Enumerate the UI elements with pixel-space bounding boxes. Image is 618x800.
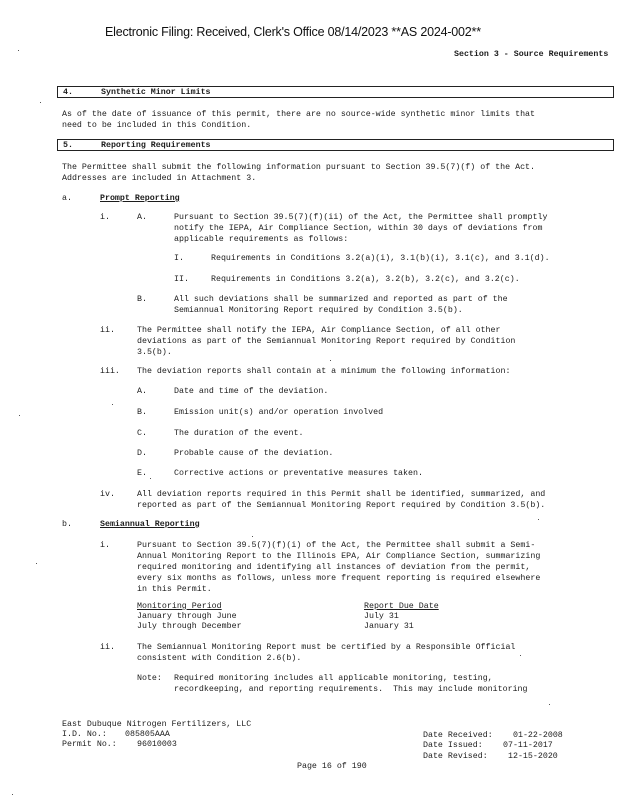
text-line: recordkeeping, and reporting requirements. This may include monitoring [174, 685, 528, 694]
section-5-number: 5. [63, 141, 73, 150]
footer-company: East Dubuque Nitrogen Fertilizers, LLC [62, 720, 252, 729]
a-iii-item-label: A. [137, 387, 147, 396]
a-iii-intro: The deviation reports shall contain at a minimum the following information: [137, 367, 511, 376]
text-line: required monitoring and identifying all instances of deviation from the permit, [137, 563, 531, 572]
section-4-body [62, 109, 535, 131]
text-line: Semiannual Monitoring Report required by Condition 3.5(b). [174, 306, 463, 315]
footer-revised-value: 12-15-2020 [508, 752, 558, 761]
scan-speck [18, 50, 19, 51]
page-number: Page 16 of 190 [297, 762, 367, 771]
a-i-B-label: B. [137, 295, 147, 304]
running-header: Section 3 - Source Requirements [454, 50, 609, 59]
a-i-B-text [174, 294, 508, 316]
a-i-A-I-text: Requirements in Conditions 3.2(a)(i), 3.1(b)(i), 3.1(c), and 3.1(d). [211, 254, 550, 263]
a-ii-text [137, 325, 515, 358]
a-ii-number: ii. [100, 326, 115, 335]
a-iii-item-text: Date and time of the deviation. [174, 387, 329, 396]
a-i-A-text [174, 212, 547, 245]
footer-issued-value: 07-11-2017 [503, 741, 553, 750]
footer-issued-label: Date Issued: [423, 741, 483, 750]
b-ii-text [137, 642, 515, 664]
a-iii-item-label: D. [137, 449, 147, 458]
text-line: The Permittee shall notify the IEPA, Air Compliance Section, of all other [137, 326, 501, 335]
section-4-title: Synthetic Minor Limits [101, 88, 211, 97]
scan-speck [549, 704, 550, 705]
b-ii-note-text [174, 673, 528, 695]
table-cell: July through December [137, 622, 242, 631]
table-cell: January 31 [364, 622, 414, 631]
section-5-body [62, 162, 535, 184]
b-ii-number: ii. [100, 643, 115, 652]
text-line: Pursuant to Section 39.5(7)(f)(i) of the Act, the Permittee shall submit a Semi- [137, 541, 536, 550]
scan-speck [112, 404, 113, 405]
scan-speck [252, 536, 253, 537]
b-i-number: i. [100, 541, 110, 550]
text-line: Annual Monitoring Report to the Illinois EPA, Air Compliance Section, summarizing [137, 552, 541, 561]
text-line: All deviation reports required in this Permit shall be identified, summarized, and [137, 490, 546, 499]
scan-speck [36, 563, 37, 564]
a-iii-number: iii. [100, 367, 120, 376]
text-line: The Semiannual Monitoring Report must be certified by a Responsible Official [137, 643, 516, 652]
scan-speck [40, 102, 41, 103]
text-line: Required monitoring includes all applicable monitoring, testing, [174, 674, 493, 683]
a-iii-item-label: B. [137, 408, 147, 417]
a-i-number: i. [100, 213, 110, 222]
text-line: Pursuant to Section 39.5(7)(f)(ii) of the Act, the Permittee shall promptly [174, 213, 548, 222]
text-line: deviations as part of the Semiannual Monitoring Report required by Condition [137, 337, 516, 346]
section-4-line: need to be included in this Condition. [62, 121, 252, 130]
scan-speck [538, 519, 539, 520]
footer-permit-label: Permit No.: [62, 740, 117, 749]
a-i-A-II-text: Requirements in Conditions 3.2(a), 3.2(b), 3.2(c), and 3.2(c). [211, 275, 520, 284]
subsection-b-heading: Semiannual Reporting [100, 520, 200, 529]
footer-id-label: I.D. No.: [62, 730, 107, 739]
footer-permit-value: 96010003 [137, 740, 177, 749]
footer-received-label: Date Received: [423, 731, 493, 740]
subsection-a-heading: Prompt Reporting [100, 194, 180, 203]
footer-received-value: 01-22-2008 [513, 731, 563, 740]
table-header-report-due-date: Report Due Date [364, 602, 439, 611]
subsection-b-label: b. [62, 520, 72, 529]
a-i-A-I-label: I. [174, 254, 184, 263]
table-cell: July 31 [364, 612, 399, 621]
scan-speck [520, 655, 521, 656]
scan-speck [12, 794, 13, 795]
section-4-line: As of the date of issuance of this permit, there are no source-wide synthetic minor limits that [62, 110, 535, 119]
subsection-a-label: a. [62, 194, 72, 203]
a-iv-text [137, 489, 545, 511]
scan-speck [19, 415, 20, 416]
section-4-header [57, 86, 614, 98]
text-line: reported as part of the Semiannual Monitoring Report required by Condition 3.5(b). [137, 501, 546, 510]
table-cell: January through June [137, 612, 237, 621]
section-5-line: Addresses are included in Attachment 3. [62, 174, 257, 183]
a-iii-item-label: E. [137, 469, 147, 478]
section-5-title: Reporting Requirements [101, 141, 211, 150]
text-line: in this Permit. [137, 585, 212, 594]
a-iii-item-text: Corrective actions or preventative measures taken. [174, 469, 423, 478]
b-i-text [137, 540, 540, 595]
a-i-A-II-label: II. [174, 275, 189, 284]
footer-id-value: 085805AAA [125, 730, 170, 739]
scan-speck [150, 478, 151, 479]
text-line: All such deviations shall be summarized and reported as part of the [174, 295, 508, 304]
section-4-number: 4. [63, 88, 73, 97]
a-iii-item-label: C. [137, 429, 147, 438]
text-line: applicable requirements as follows: [174, 235, 349, 244]
electronic-filing-banner: Electronic Filing: Received, Clerk's Office 08/14/2023 **AS 2024-002** [105, 25, 481, 39]
scan-speck [330, 360, 331, 361]
a-i-A-label: A. [137, 213, 147, 222]
section-5-header [57, 139, 614, 151]
a-iv-number: iv. [100, 490, 115, 499]
a-iii-item-text: Probable cause of the deviation. [174, 449, 334, 458]
section-5-line: The Permittee shall submit the following information pursuant to Section 39.5(7)(f) of the Act. [62, 163, 535, 172]
footer-revised-label: Date Revised: [423, 752, 488, 761]
b-ii-note-label: Note: [137, 674, 162, 683]
text-line: consistent with Condition 2.6(b). [137, 654, 302, 663]
a-iii-item-text: Emission unit(s) and/or operation involved [174, 408, 384, 417]
text-line: 3.5(b). [137, 348, 172, 357]
text-line: notify the IEPA, Air Compliance Section, within 30 days of deviations from [174, 224, 543, 233]
table-header-monitoring-period: Monitoring Period [137, 602, 222, 611]
a-iii-item-text: The duration of the event. [174, 429, 304, 438]
text-line: every six months as follows, unless more frequent reporting is required elsewhere [137, 574, 541, 583]
